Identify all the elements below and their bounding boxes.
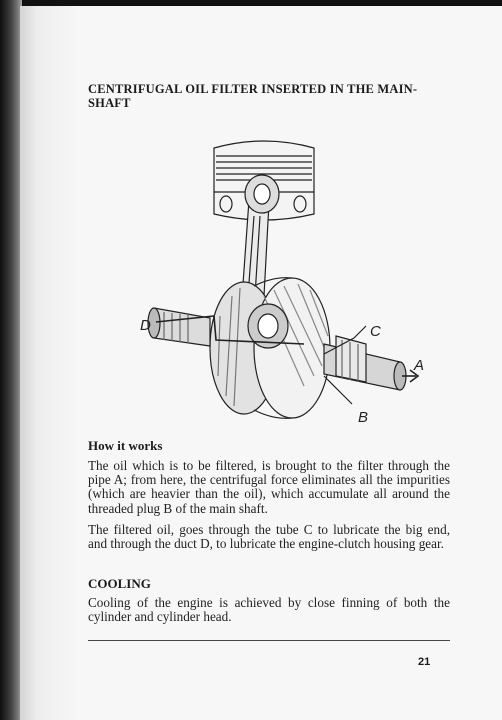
label-b: B (358, 409, 369, 426)
crankshaft-illustration (114, 126, 444, 431)
manual-page (20, 6, 502, 720)
label-a: A (414, 357, 425, 374)
label-c: C (370, 323, 381, 340)
label-d: D (140, 317, 151, 334)
footer-rule (88, 640, 450, 641)
cooling-heading: COOLING (88, 576, 151, 591)
page-number: 21 (418, 656, 431, 668)
page-heading: CENTRIFUGAL OIL FILTER INSERTED IN THE MAIN- SHAFT (88, 82, 418, 110)
crank-discs-drawing (210, 278, 330, 419)
how-it-works-heading: How it works (88, 438, 163, 453)
how-it-works-paragraph-2: The filtered oil, goes through the tube C to lubricate the big end, and through the duct D, to lubricate the engine-clutch housing gear. (88, 522, 450, 552)
scan-left-edge (0, 0, 22, 720)
cooling-paragraph: Cooling of the engine is achieved by close finning of both the cylinder and cylinder head. (88, 595, 450, 625)
how-it-works-paragraph-1: The oil which is to be filtered, is brought to the filter through the pipe A; from here, the centrifugal force eliminates all the impurities (which are heavier than the oil), which accumulate all around the threaded plug B of the main shaft. (88, 458, 450, 516)
